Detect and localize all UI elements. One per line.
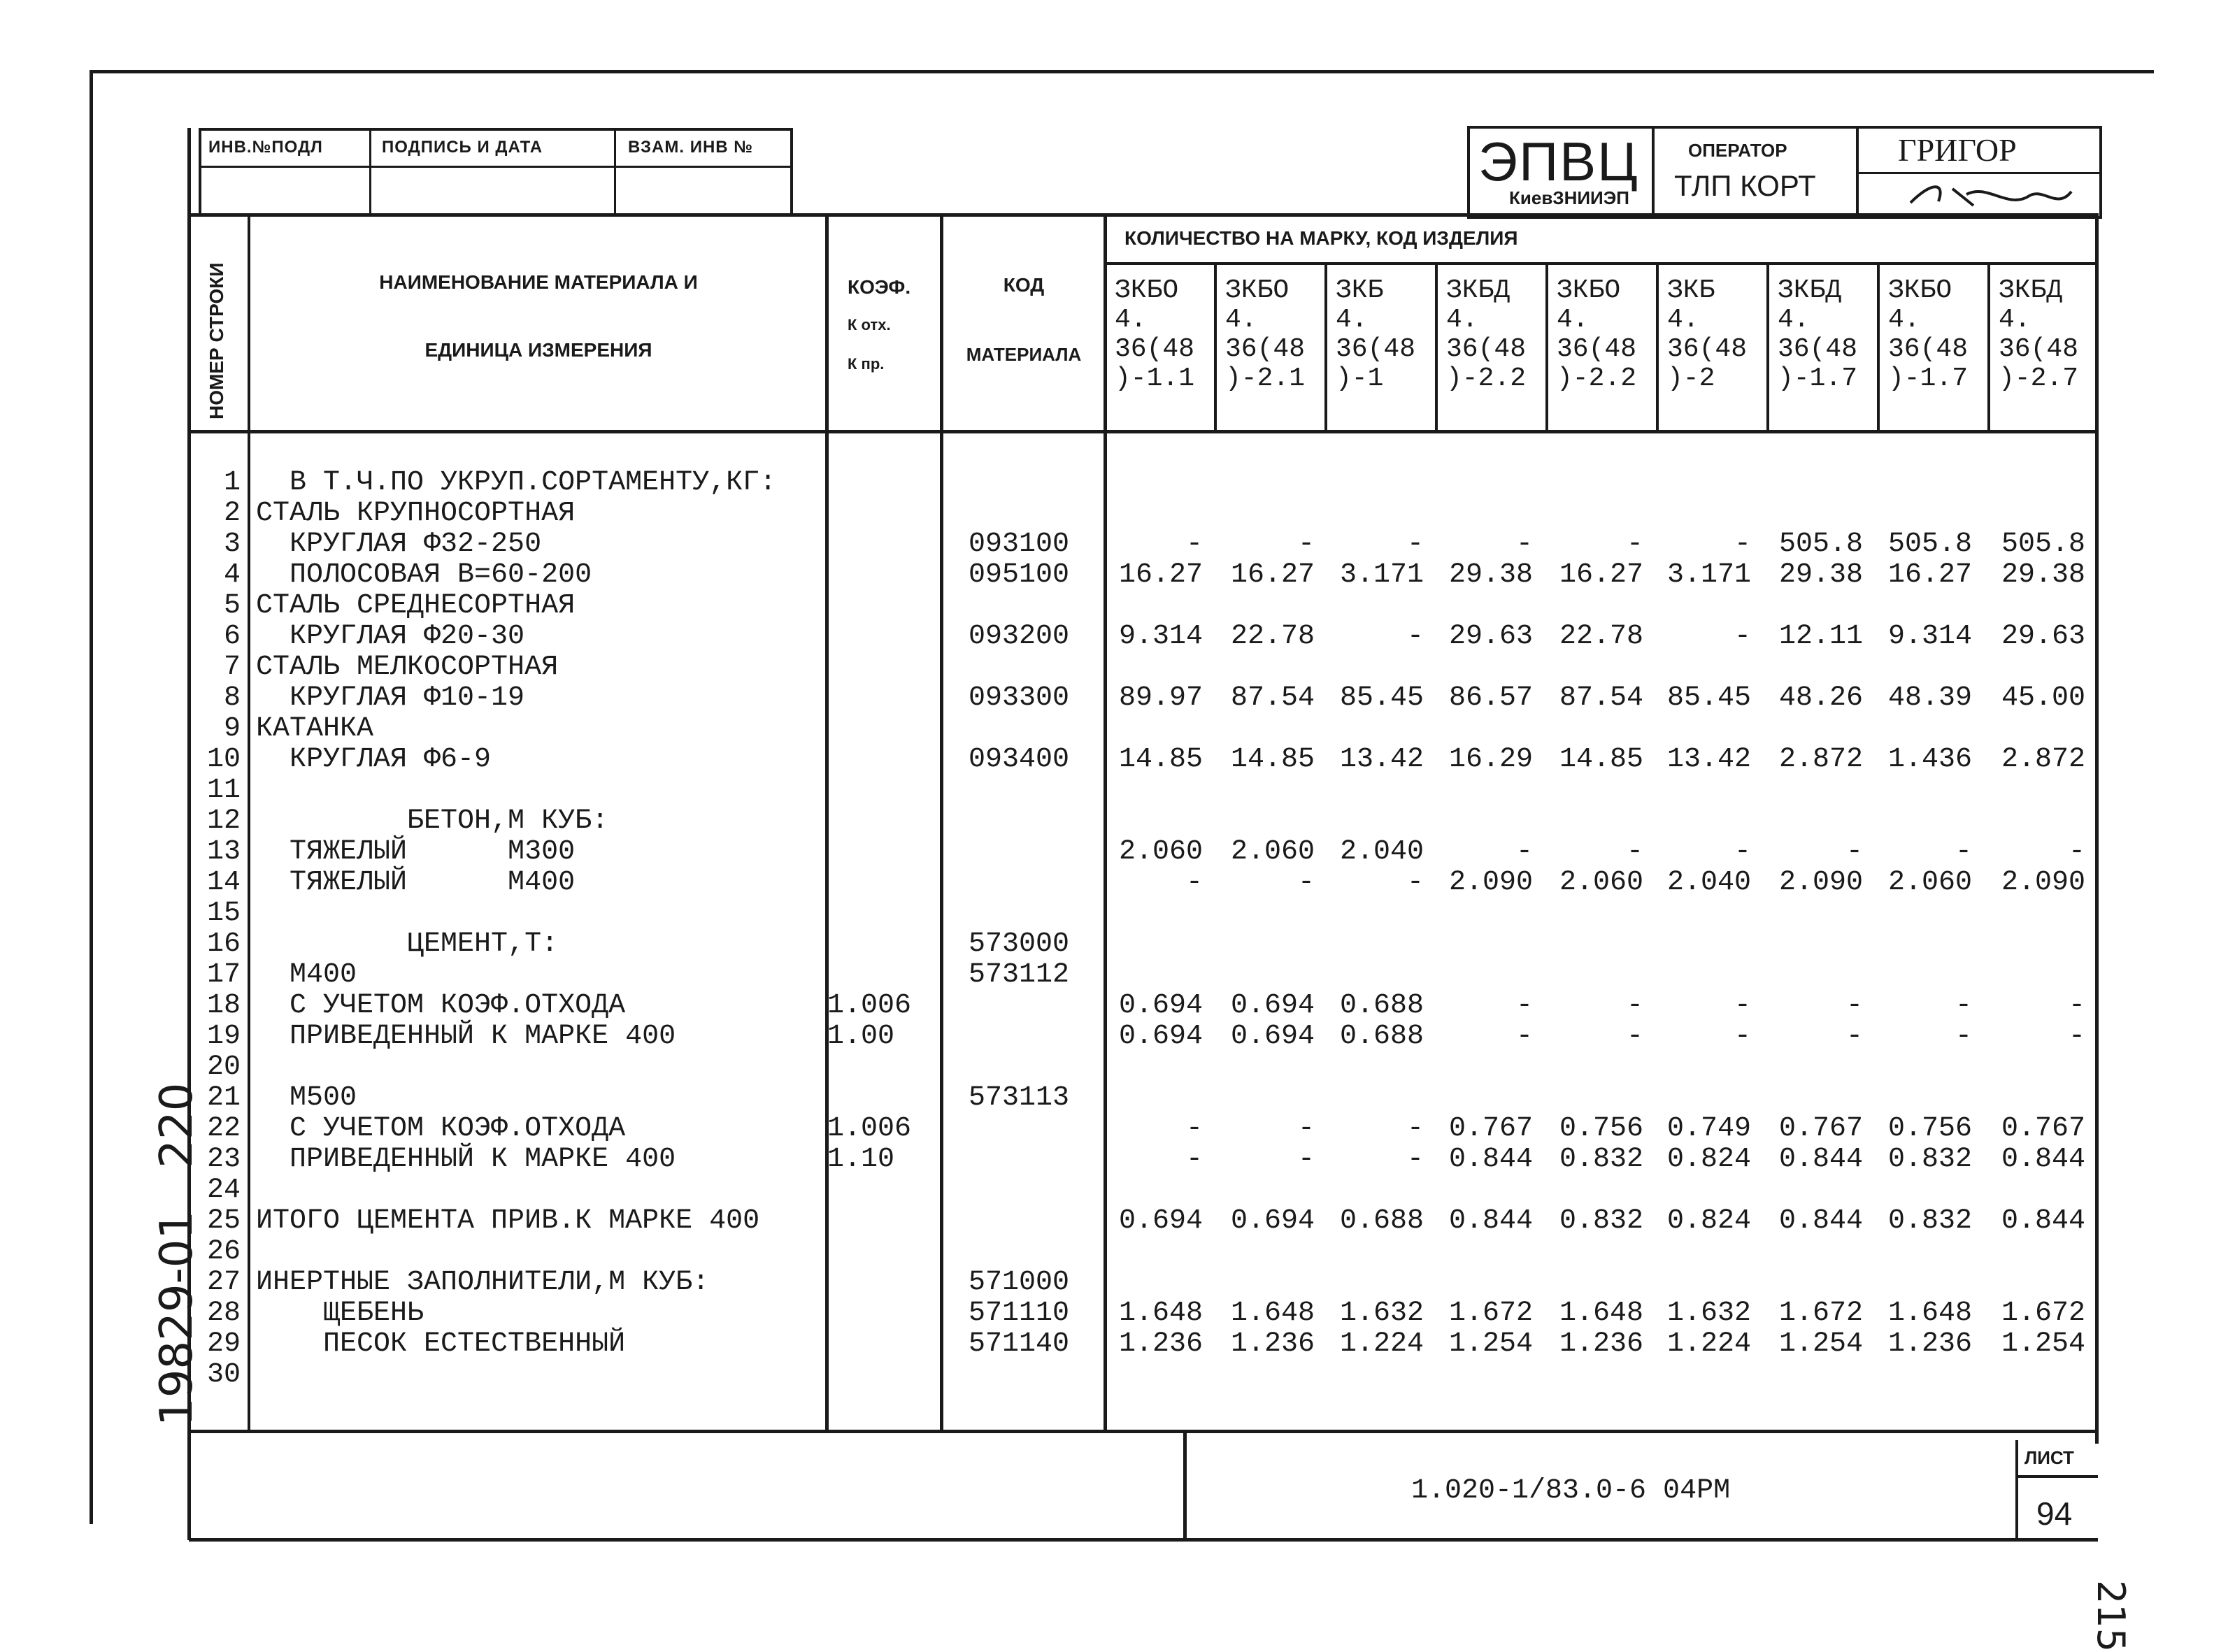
row-number: 19 xyxy=(206,1021,241,1052)
qty-value: 1.236 xyxy=(1118,1328,1203,1360)
qty-value: - xyxy=(1406,529,1424,560)
qty-value: - xyxy=(1734,1021,1751,1052)
qty-value: 29.38 xyxy=(2001,559,2085,591)
qty-value: 0.767 xyxy=(2001,1113,2085,1144)
qty-value: 0.844 xyxy=(1448,1205,1533,1237)
row-number: 24 xyxy=(206,1175,241,1206)
qty-value: - xyxy=(1626,1021,1643,1052)
col-line-rownum xyxy=(248,213,250,1433)
material-name: ТЯЖЕЛЫЙ М400 xyxy=(256,867,576,898)
header-coef-line1: КОЭФ. xyxy=(848,276,911,298)
sheet-box-mid xyxy=(2015,1475,2098,1478)
material-name: ИНЕРТНЫЕ ЗАПОЛНИТЕЛИ,М КУБ: xyxy=(256,1267,710,1298)
qty-value: - xyxy=(1297,1113,1315,1144)
qty-value: - xyxy=(1515,529,1533,560)
qty-value: 0.824 xyxy=(1666,1144,1751,1175)
qty-value: 48.39 xyxy=(1887,682,1972,714)
qty-value: 2.060 xyxy=(1230,836,1315,868)
qty-value: - xyxy=(1734,990,1751,1021)
qty-value: 0.756 xyxy=(1887,1113,1972,1144)
qty-value: 505.8 xyxy=(1778,529,1863,560)
frame-left-line xyxy=(90,70,93,1524)
material-name: С УЧЕТОМ КОЭФ.ОТХОДА xyxy=(256,990,626,1021)
qty-value: 0.844 xyxy=(1778,1144,1863,1175)
qty-value: 0.694 xyxy=(1230,1205,1315,1237)
coefficient: 1.006 xyxy=(827,990,912,1021)
row-number: 2 xyxy=(223,498,241,529)
column-header-4: ЗКБД 4. 36(48 )-2.2 xyxy=(1446,275,1527,394)
qty-value: 0.694 xyxy=(1118,1205,1203,1237)
material-name: М400 xyxy=(256,959,357,991)
qty-value: 1.672 xyxy=(1778,1298,1863,1329)
qty-value: 0.688 xyxy=(1339,990,1424,1021)
qty-value: - xyxy=(2068,836,2085,868)
material-name: ИТОГО ЦЕМЕНТА ПРИВ.К МАРКЕ 400 xyxy=(256,1205,760,1237)
column-header-5: ЗКБО 4. 36(48 )-2.2 xyxy=(1557,275,1637,394)
org-block xyxy=(1467,126,2102,219)
material-name: С УЧЕТОМ КОЭФ.ОТХОДА xyxy=(256,1113,626,1144)
material-name: СТАЛЬ МЕЛКОСОРТНАЯ xyxy=(256,652,559,683)
qty-value: 45.00 xyxy=(2001,682,2085,714)
qty-value: 505.8 xyxy=(2001,529,2085,560)
coefficient: 1.10 xyxy=(827,1144,895,1175)
qty-header-line xyxy=(1105,262,2098,265)
qty-value: 87.54 xyxy=(1230,682,1315,714)
row-number: 23 xyxy=(206,1144,241,1175)
qty-value: 14.85 xyxy=(1559,744,1643,775)
qty-value: 0.749 xyxy=(1666,1113,1751,1144)
material-name: ЦЕМЕНТ,Т: xyxy=(256,928,559,960)
sheet-number: 94 xyxy=(2036,1495,2073,1532)
header-name-line1: НАИМЕНОВАНИЕ МАТЕРИАЛА И xyxy=(379,271,698,293)
material-code: 573112 xyxy=(969,959,1070,991)
qty-value: 0.832 xyxy=(1559,1144,1643,1175)
qty-value: 505.8 xyxy=(1887,529,1972,560)
operator-value: ТЛП КОРТ xyxy=(1674,169,1816,202)
row-number: 12 xyxy=(206,805,241,837)
qty-value: 86.57 xyxy=(1448,682,1533,714)
table-right-line xyxy=(2095,213,2099,1444)
material-name: М500 xyxy=(256,1082,357,1114)
sheet-label: ЛИСТ xyxy=(2024,1447,2074,1468)
col-line-name xyxy=(825,213,829,1433)
qty-value: 2.060 xyxy=(1887,867,1972,898)
qty-value: - xyxy=(1955,1021,1972,1052)
qty-value: 1.632 xyxy=(1666,1298,1751,1329)
qty-value: - xyxy=(1515,836,1533,868)
qty-value: - xyxy=(1734,836,1751,868)
qty-value: - xyxy=(1955,990,1972,1021)
qty-value: 22.78 xyxy=(1230,621,1315,652)
column-header-7: ЗКБД 4. 36(48 )-1.7 xyxy=(1778,275,1858,394)
qty-value: 1.436 xyxy=(1887,744,1972,775)
qty-value: 0.694 xyxy=(1230,1021,1315,1052)
qty-value: 2.872 xyxy=(1778,744,1863,775)
header-code-line1: КОД xyxy=(1003,274,1045,296)
row-number: 9 xyxy=(223,713,241,745)
qty-value: 1.648 xyxy=(1559,1298,1643,1329)
qty-value: - xyxy=(1297,867,1315,898)
qty-value: - xyxy=(1955,836,1972,868)
material-name: СТАЛЬ СРЕДНЕСОРТНАЯ xyxy=(256,590,576,622)
qty-value: 1.254 xyxy=(2001,1328,2085,1360)
col-line-code xyxy=(1104,213,1107,1433)
qty-value: - xyxy=(2068,1021,2085,1052)
row-number: 29 xyxy=(206,1328,241,1360)
header-bottom-line xyxy=(189,430,2098,433)
material-name: ЩЕБЕНЬ xyxy=(256,1298,424,1329)
qty-value: 13.42 xyxy=(1666,744,1751,775)
material-code: 571140 xyxy=(969,1328,1070,1360)
qty-value: 85.45 xyxy=(1339,682,1424,714)
qty-value: - xyxy=(1406,867,1424,898)
header-row-number: НОМЕР СТРОКИ xyxy=(206,262,227,419)
col-line-coef xyxy=(940,213,943,1433)
stamp-vzam-inv: ВЗАМ. ИНВ № xyxy=(628,138,754,157)
row-number: 25 xyxy=(206,1205,241,1237)
qty-value: 0.767 xyxy=(1778,1113,1863,1144)
qty-value: - xyxy=(1845,1021,1863,1052)
qty-value: 2.060 xyxy=(1118,836,1203,868)
row-number: 15 xyxy=(206,898,241,929)
qty-value: 16.27 xyxy=(1559,559,1643,591)
qty-value: - xyxy=(2068,990,2085,1021)
row-number: 16 xyxy=(206,928,241,960)
qty-value: 1.224 xyxy=(1666,1328,1751,1360)
qty-value: 0.688 xyxy=(1339,1205,1424,1237)
material-name: В Т.Ч.ПО УКРУП.СОРТАМЕНТУ,КГ: xyxy=(256,467,777,498)
qty-value: - xyxy=(1406,621,1424,652)
qty-value: - xyxy=(1626,990,1643,1021)
qty-value: 0.844 xyxy=(2001,1205,2085,1237)
qty-value: 1.648 xyxy=(1230,1298,1315,1329)
row-number: 22 xyxy=(206,1113,241,1144)
qty-value: 1.672 xyxy=(2001,1298,2085,1329)
qty-value: 14.85 xyxy=(1118,744,1203,775)
column-header-1: ЗКБО 4. 36(48 )-1.1 xyxy=(1115,275,1195,394)
material-name: БЕТОН,М КУБ: xyxy=(256,805,609,837)
qty-value: 48.26 xyxy=(1778,682,1863,714)
qty-value: 0.844 xyxy=(1448,1144,1533,1175)
material-name: КРУГЛАЯ Ф20-30 xyxy=(256,621,525,652)
column-header-6: ЗКБ 4. 36(48 )-2 xyxy=(1667,275,1748,394)
material-code: 093400 xyxy=(969,744,1070,775)
material-code: 571110 xyxy=(969,1298,1070,1329)
row-number: 1 xyxy=(223,467,241,498)
row-number: 6 xyxy=(223,621,241,652)
qty-value: 0.832 xyxy=(1887,1144,1972,1175)
column-header-2: ЗКБО 4. 36(48 )-2.1 xyxy=(1225,275,1306,394)
material-name: КАТАНКА xyxy=(256,713,374,745)
qty-value: 14.85 xyxy=(1230,744,1315,775)
qty-value: 1.254 xyxy=(1448,1328,1533,1360)
row-number: 13 xyxy=(206,836,241,868)
material-code: 573113 xyxy=(969,1082,1070,1114)
qty-value: 16.27 xyxy=(1887,559,1972,591)
qty-value: 0.844 xyxy=(1778,1205,1863,1237)
qty-value: - xyxy=(1626,529,1643,560)
qty-value: 0.756 xyxy=(1559,1113,1643,1144)
header-name-line2: ЕДИНИЦА ИЗМЕРЕНИЯ xyxy=(424,339,652,361)
row-number: 18 xyxy=(206,990,241,1021)
qty-value: - xyxy=(1845,836,1863,868)
qty-value: 0.694 xyxy=(1230,990,1315,1021)
coefficient: 1.006 xyxy=(827,1113,912,1144)
qty-value: 1.648 xyxy=(1118,1298,1203,1329)
row-number: 3 xyxy=(223,529,241,560)
qty-value: 3.171 xyxy=(1666,559,1751,591)
table-bottom-line xyxy=(189,1430,2098,1433)
qty-value: 0.694 xyxy=(1118,990,1203,1021)
qty-value: - xyxy=(1626,836,1643,868)
material-name: ПЕСОК ЕСТЕСТВЕННЫЙ xyxy=(256,1328,626,1360)
qty-value: 2.040 xyxy=(1666,867,1751,898)
material-name: СТАЛЬ КРУПНОСОРТНАЯ xyxy=(256,498,576,529)
footer-divider xyxy=(1183,1432,1187,1540)
qty-value: 89.97 xyxy=(1118,682,1203,714)
qty-value: - xyxy=(1185,529,1203,560)
qty-value: 2.090 xyxy=(1778,867,1863,898)
row-number: 5 xyxy=(223,590,241,622)
material-code: 093300 xyxy=(969,682,1070,714)
corner-number: 215 xyxy=(2089,1580,2133,1652)
stamp-podpis-data: ПОДПИСЬ И ДАТА xyxy=(382,138,543,157)
qty-value: - xyxy=(1845,990,1863,1021)
row-number: 8 xyxy=(223,682,241,714)
qty-value: 2.872 xyxy=(2001,744,2085,775)
header-code-line2: МАТЕРИАЛА xyxy=(966,344,1082,365)
row-number: 26 xyxy=(206,1236,241,1267)
qty-value: 2.090 xyxy=(2001,867,2085,898)
row-number: 20 xyxy=(206,1051,241,1083)
row-number: 7 xyxy=(223,652,241,683)
org-sub: КиевЗНИИЭП xyxy=(1509,187,1629,208)
qty-value: 1.236 xyxy=(1559,1328,1643,1360)
operator-signature xyxy=(1890,175,2085,214)
material-code: 095100 xyxy=(969,559,1070,591)
qty-value: - xyxy=(1297,1144,1315,1175)
frame-top-line xyxy=(91,70,2154,73)
row-number: 28 xyxy=(206,1298,241,1329)
qty-value: - xyxy=(1185,1113,1203,1144)
qty-value: - xyxy=(1515,1021,1533,1052)
qty-value: 12.11 xyxy=(1778,621,1863,652)
qty-value: 16.27 xyxy=(1230,559,1315,591)
qty-value: - xyxy=(1185,867,1203,898)
material-name: КРУГЛАЯ Ф10-19 xyxy=(256,682,525,714)
footer-bottom-line xyxy=(189,1538,2098,1542)
qty-value: 22.78 xyxy=(1559,621,1643,652)
qty-value: 29.38 xyxy=(1778,559,1863,591)
row-number: 17 xyxy=(206,959,241,991)
qty-value: - xyxy=(1734,529,1751,560)
operator-name: ГРИГОР xyxy=(1898,132,2017,168)
qty-value: 0.832 xyxy=(1559,1205,1643,1237)
qty-value: - xyxy=(1297,529,1315,560)
qty-value: 13.42 xyxy=(1339,744,1424,775)
material-name: ПРИВЕДЕННЫЙ К МАРКЕ 400 xyxy=(256,1144,676,1175)
row-number: 21 xyxy=(206,1082,241,1114)
qty-value: 0.694 xyxy=(1118,1021,1203,1052)
material-name: КРУГЛАЯ Ф6-9 xyxy=(256,744,492,775)
header-coef-line2: К отх. xyxy=(848,316,891,333)
qty-value: - xyxy=(1406,1144,1424,1175)
qty-value: - xyxy=(1185,1144,1203,1175)
qty-value: 1.648 xyxy=(1887,1298,1972,1329)
qty-value: 9.314 xyxy=(1887,621,1972,652)
qty-value: 1.236 xyxy=(1887,1328,1972,1360)
qty-value: 29.38 xyxy=(1448,559,1533,591)
org-name: ЭПВЦ xyxy=(1478,131,1639,192)
material-code: 093100 xyxy=(969,529,1070,560)
column-header-3: ЗКБ 4. 36(48 )-1 xyxy=(1336,275,1416,394)
qty-value: 2.090 xyxy=(1448,867,1533,898)
doc-code: 1.020-1/83.0-6 04РМ xyxy=(1411,1475,1731,1507)
qty-value: 85.45 xyxy=(1666,682,1751,714)
stamp-inv-podl: ИНВ.№ПОДЛ xyxy=(208,138,323,157)
side-archive-number: 19829-01 220 xyxy=(151,1082,203,1426)
material-name: ПРИВЕДЕННЫЙ К МАРКЕ 400 xyxy=(256,1021,676,1052)
material-code: 573000 xyxy=(969,928,1070,960)
row-number: 11 xyxy=(206,775,241,806)
sheet-box-left xyxy=(2015,1440,2018,1540)
material-code: 093200 xyxy=(969,621,1070,652)
row-number: 4 xyxy=(223,559,241,591)
header-qty: КОЛИЧЕСТВО НА МАРКУ, КОД ИЗДЕЛИЯ xyxy=(1124,227,1518,249)
qty-value: 0.832 xyxy=(1887,1205,1972,1237)
qty-value: 0.824 xyxy=(1666,1205,1751,1237)
qty-value: 16.27 xyxy=(1118,559,1203,591)
qty-value: 2.040 xyxy=(1339,836,1424,868)
coefficient: 1.00 xyxy=(827,1021,895,1052)
material-name: КРУГЛАЯ Ф32-250 xyxy=(256,529,542,560)
row-number: 14 xyxy=(206,867,241,898)
header-coef-line3: К пр. xyxy=(848,355,885,373)
qty-value: 29.63 xyxy=(1448,621,1533,652)
material-name: ПОЛОСОВАЯ В=60-200 xyxy=(256,559,592,591)
column-header-9: ЗКБД 4. 36(48 )-2.7 xyxy=(1999,275,2079,394)
material-name: ТЯЖЕЛЫЙ М300 xyxy=(256,836,576,868)
row-number: 10 xyxy=(206,744,241,775)
qty-value: - xyxy=(1406,1113,1424,1144)
qty-value: 16.29 xyxy=(1448,744,1533,775)
qty-value: 0.844 xyxy=(2001,1144,2085,1175)
qty-value: 1.632 xyxy=(1339,1298,1424,1329)
material-code: 571000 xyxy=(969,1267,1070,1298)
qty-value: 1.236 xyxy=(1230,1328,1315,1360)
qty-value: 87.54 xyxy=(1559,682,1643,714)
row-number: 30 xyxy=(206,1359,241,1391)
qty-value: 9.314 xyxy=(1118,621,1203,652)
qty-value: 0.688 xyxy=(1339,1021,1424,1052)
qty-value: 2.060 xyxy=(1559,867,1643,898)
qty-value: 29.63 xyxy=(2001,621,2085,652)
qty-value: 3.171 xyxy=(1339,559,1424,591)
qty-value: 1.672 xyxy=(1448,1298,1533,1329)
qty-value: 1.254 xyxy=(1778,1328,1863,1360)
qty-value: - xyxy=(1515,990,1533,1021)
qty-value: - xyxy=(1734,621,1751,652)
qty-value: 1.224 xyxy=(1339,1328,1424,1360)
table-top-line xyxy=(189,213,2098,217)
operator-label: ОПЕРАТОР xyxy=(1688,140,1787,161)
qty-value: 0.767 xyxy=(1448,1113,1533,1144)
stamp-block xyxy=(199,128,793,216)
row-number: 27 xyxy=(206,1267,241,1298)
column-header-8: ЗКБО 4. 36(48 )-1.7 xyxy=(1888,275,1969,394)
